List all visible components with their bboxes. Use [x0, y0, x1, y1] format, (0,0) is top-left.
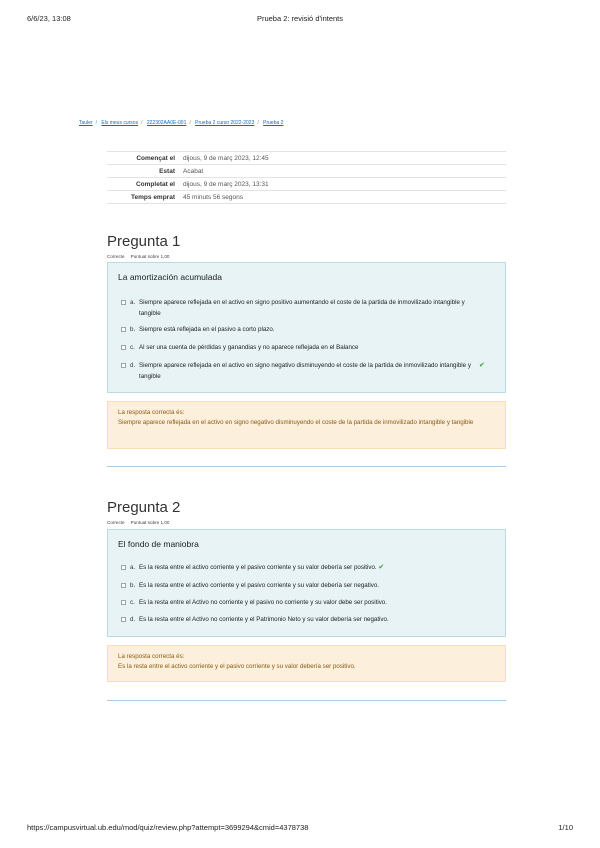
- summary-row-state: [107, 165, 506, 178]
- question-2-status: Correcte: [107, 520, 125, 525]
- question-1-title: Pregunta 1: [107, 233, 181, 250]
- feedback-label: La resposta correcta és:: [118, 653, 185, 660]
- correct-check-icon: ✔: [378, 564, 385, 571]
- option-letter: c.: [130, 344, 135, 351]
- option-text: Siempre aparece reflejada en el activo en signo negativo disminuyendo el coste de la partida de inmovilizado intangible y tangible: [139, 362, 471, 380]
- option-checkbox[interactable]: [121, 600, 126, 605]
- question-2-title: Pregunta 2: [107, 499, 181, 516]
- option-letter: b.: [130, 326, 136, 333]
- option-letter: a.: [130, 564, 136, 571]
- question-2-score: Puntuat sobre 1,00: [130, 520, 170, 525]
- summary-label: Estat: [107, 165, 179, 178]
- option-checkbox[interactable]: [121, 583, 126, 588]
- breadcrumb: [79, 120, 283, 126]
- option-text: Al ser una cuenta de pérdidas y ganandias y no aparece reflejada en el Balance: [139, 344, 359, 351]
- option-checkbox[interactable]: [121, 565, 126, 570]
- option-text: Es la resta entre el activo corriente y el pasivo corriente y su valor debería ser negativo.: [139, 582, 380, 589]
- option-text: Siempre está reflejada en el pasivo a corto plazo.: [139, 326, 275, 333]
- option-checkbox[interactable]: [121, 345, 126, 350]
- summary-label: Completat el: [107, 178, 179, 191]
- summary-value: 45 minuts 56 segons: [179, 191, 506, 204]
- print-footer-url: https://campusvirtual.ub.edu/mod/quiz/review.php?attempt=3699294&cmid=4378738: [27, 823, 309, 832]
- question-2-feedback: [107, 645, 506, 682]
- breadcrumb-dashboard-link[interactable]: Tauler: [79, 120, 93, 126]
- question-1-meta: [107, 254, 175, 259]
- feedback-label: La resposta correcta és:: [118, 409, 185, 416]
- option-text: Siempre aparece reflejada en el activo en signo positivo aumentando el coste de la partida de inmovilizado intangible y tangible: [139, 299, 465, 317]
- summary-value: dijous, 9 de març 2023, 12:45: [179, 152, 506, 165]
- breadcrumb-separator: /: [141, 120, 143, 126]
- question-1-status: Correcte: [107, 254, 125, 259]
- question-1-box: [107, 262, 506, 393]
- option-checkbox[interactable]: [121, 327, 126, 332]
- question-1-feedback: [107, 401, 506, 449]
- question-divider: [107, 466, 506, 467]
- option-letter: d.: [130, 362, 136, 369]
- option-text: Es la resta entre el Activo no corriente y el Patrimonio Neto y su valor debería ser negativo.: [139, 616, 389, 623]
- summary-label: Temps emprat: [107, 191, 179, 204]
- summary-row-completed: [107, 178, 506, 191]
- breadcrumb-quiz-link[interactable]: Prueba 2: [263, 120, 284, 126]
- breadcrumb-separator: /: [95, 120, 98, 126]
- summary-row-started: [107, 152, 506, 165]
- option-checkbox[interactable]: [121, 300, 126, 305]
- option-checkbox[interactable]: [121, 617, 126, 622]
- breadcrumb-my-courses-link[interactable]: Els meus cursos: [101, 120, 139, 126]
- breadcrumb-separator: /: [257, 120, 259, 126]
- question-divider: [107, 700, 506, 701]
- print-title: Prueba 2: revisió d'intents: [256, 14, 344, 23]
- option-letter: c.: [130, 599, 135, 606]
- option-checkbox[interactable]: [121, 363, 126, 368]
- breadcrumb-separator: /: [189, 120, 191, 126]
- option-letter: b.: [130, 582, 136, 589]
- print-page-number: 1/10: [558, 823, 573, 832]
- feedback-answer: Es la resta entre el activo corriente y el pasivo corriente y su valor debería ser positivo.: [118, 663, 356, 670]
- option-text-content: Es la resta entre el activo corriente y el pasivo corriente y su valor debería ser positivo.: [139, 564, 377, 571]
- question-1-text: La amortización acumulada: [118, 272, 222, 282]
- feedback-answer: Siempre aparece reflejada en el activo en signo negativo disminuyendo el coste de la partida de inmovilizado intangible y tangible: [118, 419, 474, 426]
- option-letter: d.: [130, 616, 136, 623]
- print-date: 6/6/23, 13:08: [27, 14, 71, 23]
- option-letter: a.: [130, 299, 136, 306]
- summary-row-time-taken: [107, 191, 506, 204]
- summary-label: Començat el: [107, 152, 179, 165]
- question-2-meta: [107, 520, 175, 525]
- breadcrumb-section-link[interactable]: Prueba 2 curso 2022-2023: [195, 120, 255, 126]
- correct-check-icon: ✔: [479, 362, 485, 369]
- option-text: [139, 563, 484, 574]
- question-1-score: Puntuat sobre 1,00: [130, 254, 170, 259]
- summary-value: Acabat: [179, 165, 506, 178]
- breadcrumb-course-code-link[interactable]: 222302AA0E-001: [146, 120, 187, 126]
- attempt-summary-table: [107, 151, 506, 204]
- question-2-text: El fondo de maniobra: [118, 539, 199, 549]
- summary-value: dijous, 9 de març 2023, 13:31: [179, 178, 506, 191]
- option-text: Es la resta entre el Activo no corriente y el pasivo no corriente y su valor debe ser positivo.: [139, 599, 387, 606]
- question-2-box: [107, 529, 506, 637]
